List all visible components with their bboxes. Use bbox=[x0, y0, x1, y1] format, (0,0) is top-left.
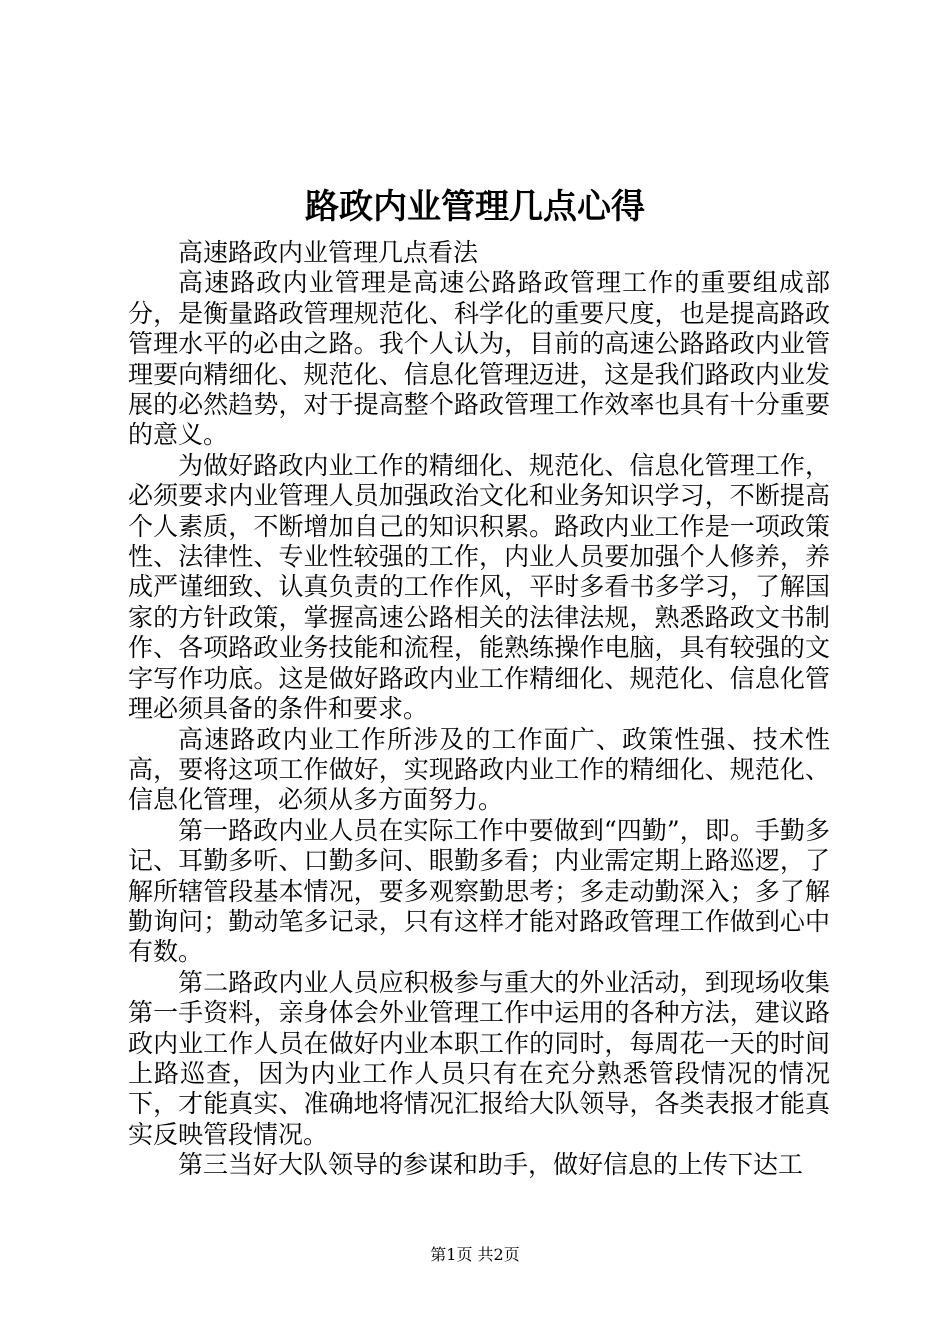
body-paragraph: 第二路政内业人员应积极参与重大的外业活动，到现场收集第一手资料，亲身体会外业管理工作中运用的各种方法，建议路政内业工作人员在做好内业本职工作的同时，每周花一天的时间上路巡查，因为内业工作人员只有在充分熟悉管段情况的情况下，才能真实、准确地将情况汇报给大队领导，各类表报才能真实反映管段情况。 bbox=[128, 967, 830, 1149]
body-paragraph: 为做好路政内业工作的精细化、规范化、信息化管理工作，必须要求内业管理人员加强政治文化和业务知识学习，不断提高个人素质，不断增加自己的知识积累。路政内业工作是一项政策性、法律性、专业性较强的工作，内业人员要加强个人修养，养成严谨细致、认真负责的工作作风，平时多看书多学习，了解国家的方针政策，掌握高速公路相关的法律法规，熟悉路政文书制作、各项路政业务技能和流程，能熟练操作电脑，具有较强的文字写作功底。这是做好路政内业工作精细化、规范化、信息化管理必须具备的条件和要求。 bbox=[128, 450, 830, 724]
document-title: 路政内业管理几点心得 bbox=[305, 187, 645, 227]
body-paragraph: 第三当好大队领导的参谋和助手，做好信息的上传下达工 bbox=[178, 1150, 804, 1180]
document-body bbox=[128, 238, 830, 1181]
page-footer: 第1页 共2页 bbox=[430, 1245, 520, 1264]
body-paragraph: 高速路政内业工作所涉及的工作面广、政策性强、技术性高，要将这项工作做好，实现路政内业工作的精细化、规范化、信息化管理，必须从多方面努力。 bbox=[128, 724, 830, 815]
subtitle-paragraph: 高速路政内业管理几点看法 bbox=[178, 238, 479, 267]
body-paragraph: 第一路政内业人员在实际工作中要做到“四勤”，即。手勤多记、耳勤多听、口勤多问、眼勤多看；内业需定期上路巡逻，了解所辖管段基本情况，要多观察勤思考；多走动勤深入；多了解勤询问；勤动笔多记录，只有这样才能对路政管理工作做到心中有数。 bbox=[128, 815, 830, 967]
body-paragraph: 高速路政内业管理是高速公路路政管理工作的重要组成部分，是衡量路政管理规范化、科学化的重要尺度，也是提高路政管理水平的必由之路。我个人认为，目前的高速公路路政内业管理要向精细化、规范化、信息化管理迈进，这是我们路政内业发展的必然趋势，对于提高整个路政管理工作效率也具有十分重要的意义。 bbox=[128, 268, 830, 450]
